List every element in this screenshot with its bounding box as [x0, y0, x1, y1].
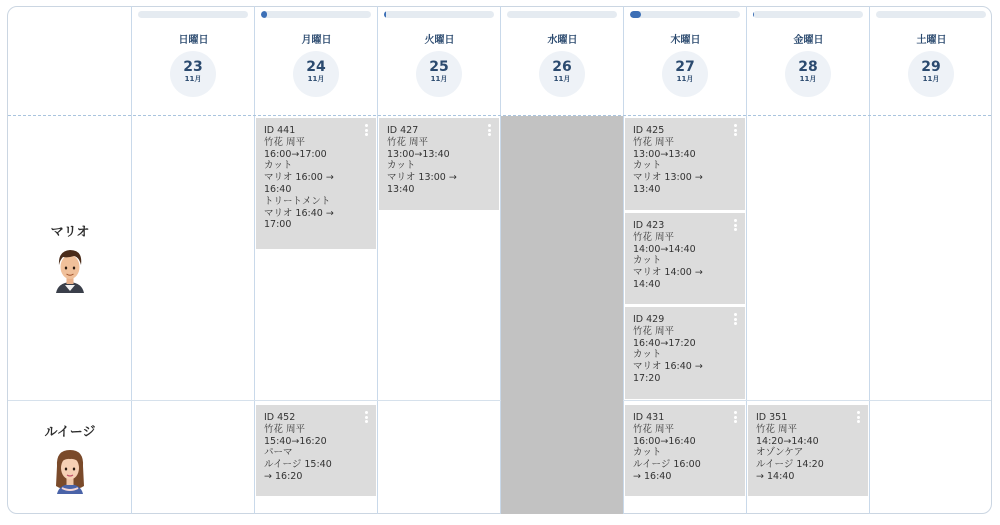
date-badge[interactable]: [170, 51, 216, 97]
appointment-card[interactable]: [625, 307, 745, 399]
service-detail: マリオ 13:00 →: [633, 172, 703, 184]
appointment-time: 13:00→13:40: [387, 148, 450, 160]
appointment-id: ID 351: [756, 412, 788, 423]
service-detail: カット: [633, 160, 662, 172]
column-divider: [131, 6, 132, 514]
appointment-card[interactable]: [256, 118, 376, 249]
day-capacity-bar: [507, 11, 617, 18]
more-options-icon[interactable]: [365, 411, 368, 425]
service-detail: ルイージ 15:40: [264, 459, 332, 471]
date-badge[interactable]: [539, 51, 585, 97]
service-detail: 17:20: [633, 372, 661, 384]
service-detail: カット: [264, 160, 293, 172]
date-month: 11月: [184, 75, 202, 83]
date-number: 24: [306, 59, 326, 75]
customer-name: 竹花 周平: [633, 423, 675, 435]
capacity-fill: [261, 11, 267, 18]
appointment-id: ID 441: [264, 125, 296, 136]
appointment-id: ID 452: [264, 412, 296, 423]
customer-name: 竹花 周平: [633, 231, 675, 243]
date-badge[interactable]: [662, 51, 708, 97]
more-options-icon[interactable]: [734, 411, 737, 425]
date-number: 28: [798, 59, 818, 75]
row-divider: [8, 400, 991, 401]
male-avatar-icon: [48, 245, 92, 297]
service-detail: トリートメント: [264, 195, 331, 207]
service-detail: ルイージ 14:20: [756, 459, 824, 471]
female-avatar-icon: [48, 446, 92, 498]
service-detail: → 16:20: [264, 470, 303, 482]
appointment-id: ID 429: [633, 314, 665, 325]
day-capacity-bar: [630, 11, 740, 18]
service-detail: → 16:40: [633, 470, 672, 482]
column-divider: [746, 6, 747, 514]
date-month: 11月: [676, 75, 694, 83]
header-divider: [8, 115, 991, 116]
appointment-card[interactable]: [625, 213, 745, 304]
service-detail: → 14:40: [756, 470, 795, 482]
date-month: 11月: [430, 75, 448, 83]
day-capacity-bar: [876, 11, 986, 18]
more-options-icon[interactable]: [365, 124, 368, 138]
service-detail: カット: [633, 447, 662, 459]
weekday-label: 日曜日: [178, 35, 209, 46]
weekday-label: 水曜日: [547, 35, 578, 46]
date-month: 11月: [307, 75, 325, 83]
weekday-label: 土曜日: [916, 35, 947, 46]
column-divider: [869, 6, 870, 514]
date-badge[interactable]: [908, 51, 954, 97]
weekday-label: 月曜日: [301, 35, 332, 46]
column-divider: [623, 6, 624, 514]
appointment-id: ID 425: [633, 125, 665, 136]
date-month: 11月: [553, 75, 571, 83]
service-detail: カット: [633, 255, 662, 267]
weekday-label: 木曜日: [670, 35, 701, 46]
date-number: 25: [429, 59, 449, 75]
date-badge[interactable]: [416, 51, 462, 97]
appointment-card[interactable]: [256, 405, 376, 496]
date-number: 23: [183, 59, 203, 75]
customer-name: 竹花 周平: [264, 423, 306, 435]
staff-name: マリオ: [50, 225, 90, 240]
customer-name: 竹花 周平: [633, 136, 675, 148]
date-month: 11月: [922, 75, 940, 83]
capacity-fill: [384, 11, 386, 18]
capacity-fill: [753, 11, 754, 18]
weekday-label: 火曜日: [424, 35, 455, 46]
date-number: 27: [675, 59, 695, 75]
column-divider: [254, 6, 255, 514]
service-detail: ルイージ 16:00: [633, 459, 701, 471]
service-detail: オゾンケア: [756, 447, 804, 459]
service-detail: 13:40: [633, 183, 661, 195]
service-detail: 16:40: [264, 183, 292, 195]
appointment-time: 15:40→16:20: [264, 435, 327, 447]
day-capacity-bar: [384, 11, 494, 18]
date-badge[interactable]: [293, 51, 339, 97]
capacity-fill: [630, 11, 641, 18]
appointment-id: ID 427: [387, 125, 419, 136]
service-detail: 14:40: [633, 278, 661, 290]
column-divider: [377, 6, 378, 514]
service-detail: 13:40: [387, 183, 415, 195]
more-options-icon[interactable]: [734, 219, 737, 233]
service-detail: カット: [387, 160, 416, 172]
appointment-card[interactable]: [625, 118, 745, 210]
appointment-time: 14:00→14:40: [633, 243, 696, 255]
appointment-time: 16:40→17:20: [633, 337, 696, 349]
appointment-time: 13:00→13:40: [633, 148, 696, 160]
service-detail: マリオ 13:00 →: [387, 172, 457, 184]
date-badge[interactable]: [785, 51, 831, 97]
day-capacity-bar: [261, 11, 371, 18]
date-number: 29: [921, 59, 941, 75]
appointment-id: ID 431: [633, 412, 665, 423]
weekday-label: 金曜日: [793, 35, 824, 46]
service-detail: マリオ 16:00 →: [264, 172, 334, 184]
date-number: 26: [552, 59, 572, 75]
staff-name: ルイージ: [44, 425, 96, 440]
day-capacity-bar: [753, 11, 863, 18]
service-detail: 17:00: [264, 219, 292, 231]
service-detail: パーマ: [264, 447, 293, 459]
more-options-icon[interactable]: [857, 411, 860, 425]
customer-name: 竹花 周平: [756, 423, 798, 435]
appointment-card[interactable]: [625, 405, 745, 496]
appointment-id: ID 423: [633, 220, 665, 231]
service-detail: マリオ 14:00 →: [633, 267, 703, 279]
more-options-icon[interactable]: [734, 313, 737, 327]
more-options-icon[interactable]: [488, 124, 491, 138]
appointment-time: 16:00→17:00: [264, 148, 327, 160]
service-detail: マリオ 16:40 →: [264, 207, 334, 219]
appointment-card[interactable]: [748, 405, 868, 496]
appointment-time: 16:00→16:40: [633, 435, 696, 447]
service-detail: マリオ 16:40 →: [633, 361, 703, 373]
customer-name: 竹花 周平: [264, 136, 306, 148]
date-month: 11月: [799, 75, 817, 83]
day-capacity-bar: [138, 11, 248, 18]
closed-day-block: [501, 116, 623, 514]
customer-name: 竹花 周平: [633, 325, 675, 337]
customer-name: 竹花 周平: [387, 136, 429, 148]
appointment-time: 14:20→14:40: [756, 435, 819, 447]
more-options-icon[interactable]: [734, 124, 737, 138]
appointment-card[interactable]: [379, 118, 499, 210]
service-detail: カット: [633, 349, 662, 361]
